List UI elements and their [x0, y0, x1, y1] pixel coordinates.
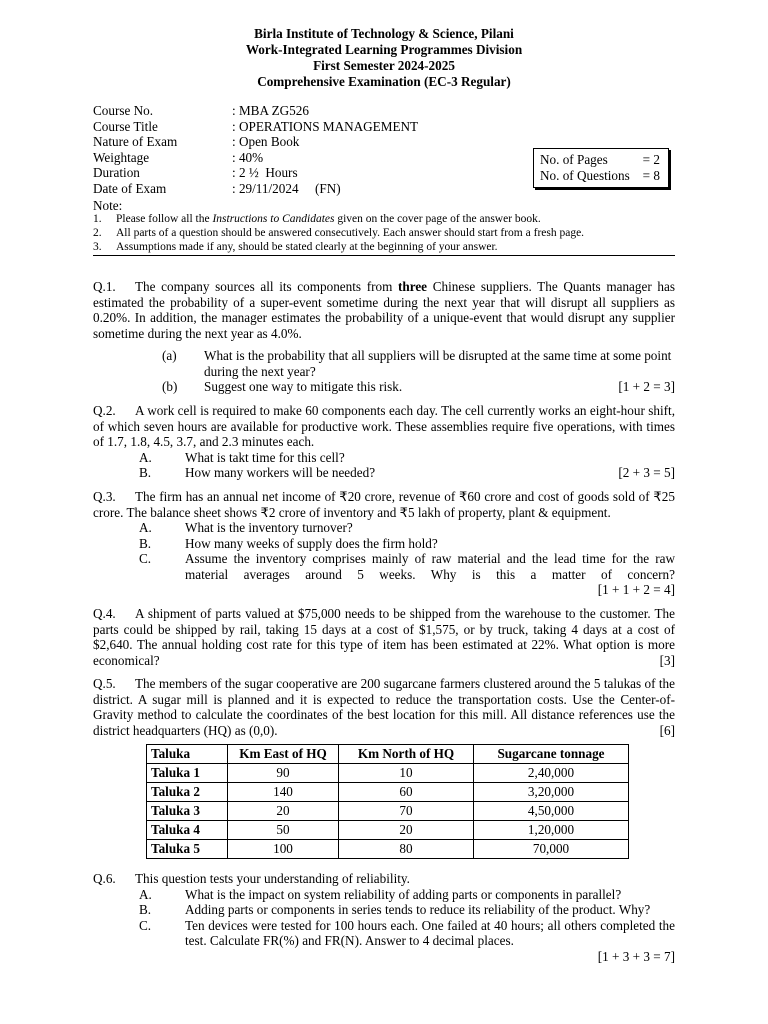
- meta-row: [93, 134, 418, 150]
- question-text: Q.1. The company sources all its components from three Chinese suppliers. The Quants manager has estimated the probability of a super-event sometime during the next year that will disrupt all suppliers as 0.20%. In addition, the manager estimates the probability of a unique-event that would disrupt any supplier sometime during the next year as 4.0%.: [93, 279, 675, 341]
- question-text: Q.4. A shipment of parts valued at $75,000 needs to be shipped from the warehouse to the customer. The parts could be shipped by rail, taking 15 days at a cost of $1,575, or by truck, taking 4 days at a cost of $2,640. The annual holding cost rate for this type of item has been estimated at 22%. What option is more economical? [3]: [93, 606, 675, 668]
- note-item: 2. All parts of a question should be answered consecutively. Each answer should start from a fresh page.: [93, 227, 585, 239]
- division-name: Work-Integrated Learning Programmes Division: [245, 42, 523, 57]
- table-row: Taluka 5 100 80 70,000: [147, 840, 629, 859]
- meta-value: : 40%: [232, 149, 264, 165]
- question-2: [93, 403, 675, 481]
- table-row: Taluka 4 50 20 1,20,000: [147, 821, 629, 840]
- sub-question: A. What is takt time for this cell?: [139, 449, 345, 465]
- meta-key: Course No.: [93, 103, 154, 118]
- question-1: [93, 279, 675, 395]
- meta-key: Nature of Exam: [93, 134, 178, 149]
- notes-list: [93, 212, 675, 254]
- sub-question: (b) Suggest one way to mitigate this risk. [1 + 2 = 3]: [162, 379, 675, 394]
- meta-row: [93, 165, 418, 181]
- question-3: [93, 489, 675, 598]
- meta-value: : Open Book: [232, 134, 300, 149]
- meta-row: [93, 181, 418, 197]
- table-row: Taluka 2 140 60 3,20,000: [147, 783, 629, 802]
- note-item: 1. Please follow all the Instructions to Candidates given on the cover page of the answer book.: [93, 213, 541, 225]
- sub-question: B. Adding parts or components in series tends to reduce its reliability of the product. Why?: [139, 902, 651, 917]
- meta-row: [93, 119, 418, 135]
- marks: [1 + 3 + 3 = 7]: [597, 948, 675, 964]
- question-text: Q.6. This question tests your understanding of reliability.: [93, 871, 410, 886]
- pages-value: = 2: [642, 152, 660, 167]
- sub-question: (a) What is the probability that all suppliers will be disrupted at the same time at some point during the next year?: [162, 348, 672, 379]
- page-count-box: [533, 148, 669, 188]
- marks: [3]: [659, 652, 675, 668]
- question-text: Q.5. The members of the sugar cooperative are 200 sugarcane farmers clustered around the 5 talukas of the district. A sugar mill is planned and it is expected to reduce the transportation costs. Use the Center-of-Gravity method to calculate the coordinates of the best location for this mill. All distance references use the district headquarters (HQ) as (0,0). [6]: [93, 676, 675, 738]
- meta-row: [93, 103, 418, 119]
- meta-value: : 29/11/2024 (FN): [232, 180, 341, 196]
- sub-question: B. How many weeks of supply does the firm hold?: [139, 535, 438, 551]
- table-row: Taluka 3 20 70 4,50,000: [147, 802, 629, 821]
- marks: [6]: [659, 722, 675, 738]
- divider: [93, 255, 675, 256]
- sub-question: A. What is the impact on system reliability of adding parts or components in parallel?: [139, 886, 622, 902]
- meta-key: Duration: [93, 165, 140, 180]
- meta-value: : MBA ZG526: [232, 103, 309, 118]
- taluka-table: [146, 744, 629, 859]
- question-6: [93, 871, 675, 964]
- questions-value: = 8: [642, 168, 660, 183]
- exam-title: Comprehensive Examination (EC-3 Regular): [257, 74, 511, 89]
- questions-label: No. of Questions: [540, 168, 630, 183]
- marks: [1 + 1 + 2 = 4]: [597, 582, 675, 597]
- table-header-row: Taluka Km East of HQ Km North of HQ Sugarcane tonnage: [147, 745, 629, 764]
- question-5: [93, 676, 675, 859]
- sub-question: A. What is the inventory turnover?: [139, 520, 353, 535]
- meta-key: Date of Exam: [93, 180, 167, 196]
- semester: First Semester 2024-2025: [313, 58, 455, 73]
- exam-header: [0, 26, 768, 90]
- meta-key: Weightage: [93, 149, 150, 165]
- sub-question: C. Assume the inventory comprises mainly of raw material and the lead time for the raw material averages around 5 weeks. Why is this a matter of concern?: [139, 551, 675, 582]
- meta-key: Course Title: [93, 118, 158, 134]
- sub-question: B. How many workers will be needed? [2 + 3 = 5]: [139, 465, 675, 480]
- meta-value: : 2 ½ Hours: [232, 165, 298, 180]
- meta-row: [93, 150, 418, 166]
- question-4: [93, 606, 675, 668]
- pages-label: No. of Pages: [540, 152, 608, 167]
- note-item: 3. Assumptions made if any, should be stated clearly at the beginning of your answer.: [93, 241, 498, 253]
- question-text: Q.2. A work cell is required to make 60 components each day. The cell currently works an eight-hour shift, of which seven hours are available for productive work. These assemblies require five operations, with times of 1.7, 1.8, 4.5, 3.7, and 2.3 minutes each.: [93, 403, 675, 449]
- sub-question: C. Ten devices were tested for 100 hours each. One failed at 40 hours; all others completed the test. Calculate FR(%) and FR(N). Answer to 4 decimal places.: [139, 917, 675, 948]
- meta-value: : OPERATIONS MANAGEMENT: [232, 118, 419, 134]
- table-row: Taluka 1 90 10 2,40,000: [147, 764, 629, 783]
- marks: [1 + 2 = 3]: [618, 379, 675, 394]
- institute-name: Birla Institute of Technology & Science, Pilani: [254, 26, 514, 41]
- question-text: Q.3. The firm has an annual net income of ₹20 crore, revenue of ₹60 crore and cost of goods sold of ₹25 crore. The balance sheet shows ₹2 crore of inventory and ₹5 lakh of property, plant & equipment.: [93, 489, 675, 520]
- note-label: Note:: [93, 198, 123, 213]
- marks: [2 + 3 = 5]: [618, 465, 675, 480]
- exam-meta: [93, 103, 418, 196]
